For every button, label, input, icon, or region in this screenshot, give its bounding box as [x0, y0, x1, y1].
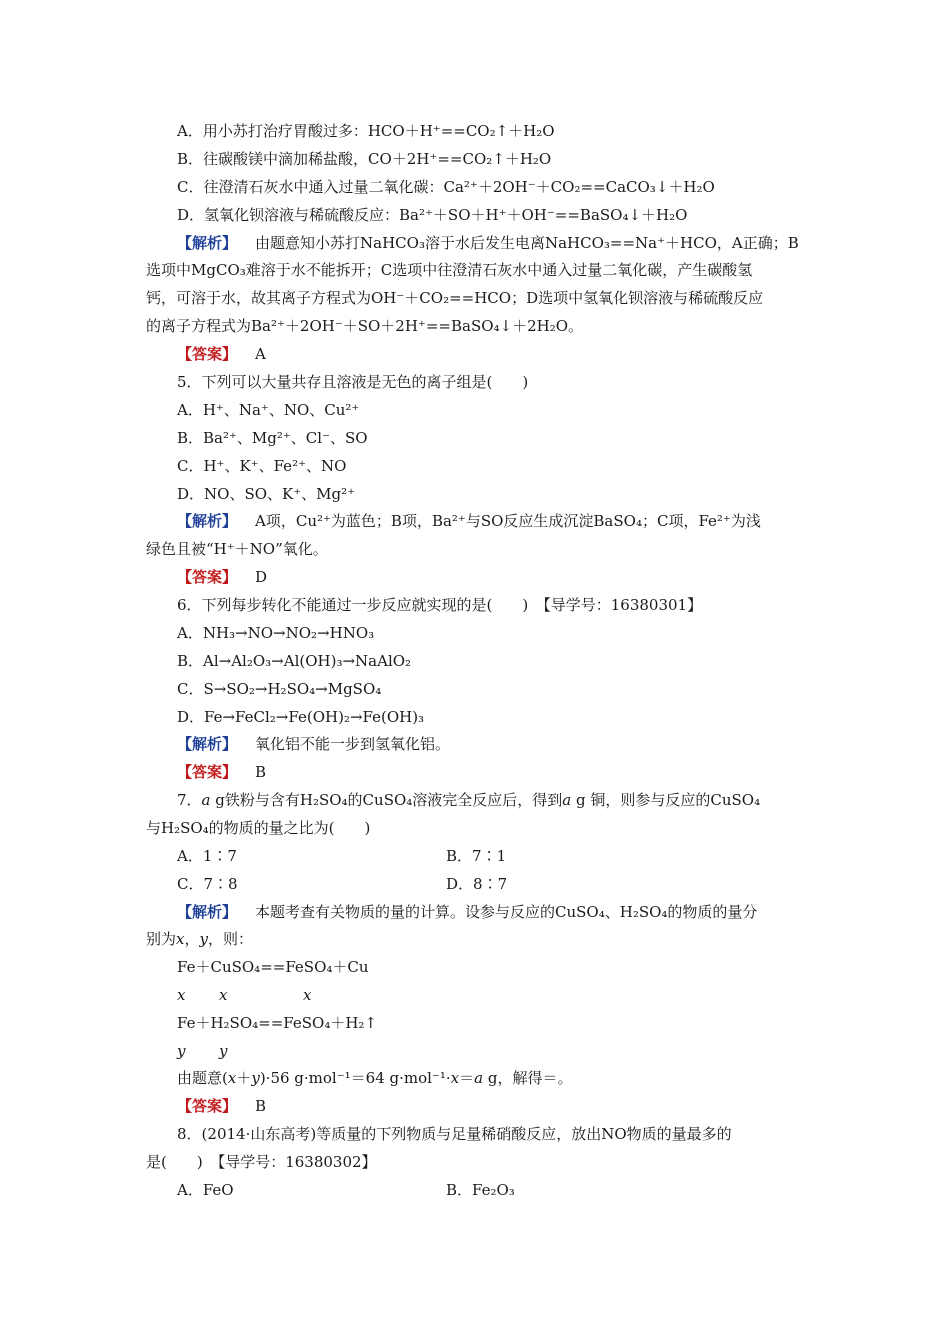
- result-text: )·56 g·mol⁻¹＝64 g·mol⁻¹·: [259, 1069, 451, 1087]
- q7-answer: [177, 1096, 266, 1116]
- q5-analysis-line-2: 绿色且被“H⁺＋NO”氧化。: [146, 540, 328, 558]
- stem-text: g铁粉与含有H₂SO₄的CuSO₄溶液完全反应后，得到: [210, 791, 563, 809]
- var-x: x: [227, 1069, 237, 1087]
- q4-option-a: A．用小苏打治疗胃酸过多：HCO＋H⁺==CO₂↑＋H₂O: [177, 122, 555, 140]
- analysis-text: ，: [184, 930, 200, 948]
- answer-value: A: [255, 345, 266, 363]
- q4-analysis-line-1: [177, 233, 799, 253]
- q5-option-d: D．NO、SO、K⁺、Mg²⁺: [177, 485, 356, 503]
- q4-option-d: D．氢氧化钡溶液与稀硫酸反应：Ba²⁺＋SO＋H⁺＋OH⁻==BaSO₄↓＋H₂O: [177, 206, 688, 224]
- answer-value: B: [255, 1097, 267, 1115]
- q8-option-b: B．Fe₂O₃: [446, 1181, 515, 1199]
- q7-analysis-line-2: [146, 929, 253, 949]
- q7-equation-1: Fe＋CuSO₄==FeSO₄＋Cu: [177, 958, 369, 976]
- result-text: ＝: [459, 1069, 475, 1087]
- answer-value: B: [255, 763, 267, 781]
- answer-value: D: [255, 568, 268, 586]
- q8-stem-line-2: 是( ) 【导学号：16380302】: [146, 1153, 377, 1171]
- q6-option-c: C．S→SO₂→H₂SO₄→MgSO₄: [177, 680, 382, 698]
- q7-stem-line-1: [177, 790, 760, 810]
- q7-equation-1-var: x: [303, 986, 312, 1004]
- analysis-tag: 【解析】: [177, 512, 238, 530]
- q7-result: [177, 1068, 572, 1088]
- var-a: a: [201, 791, 211, 809]
- q4-analysis-line-4: 的离子方程式为Ba²⁺＋2OH⁻＋SO＋2H⁺==BaSO₄↓＋2H₂O。: [146, 317, 584, 335]
- answer-tag: 【答案】: [177, 568, 238, 586]
- q7-equation-1-var: x: [177, 986, 186, 1004]
- analysis-tag: 【解析】: [177, 234, 238, 252]
- stem-text: g 铜，则参与反应的CuSO₄: [571, 791, 761, 809]
- answer-tag: 【答案】: [177, 345, 238, 363]
- var-x: x: [176, 930, 185, 948]
- q4-analysis-line-2: 选项中MgCO₃难溶于水不能拆开；C选项中往澄清石灰水中通入过量二氧化碳，产生碳酸氢: [146, 261, 753, 279]
- q7-option-a: A．1∶7: [177, 847, 237, 865]
- q5-answer: [177, 567, 267, 587]
- q6-option-d: D．Fe→FeCl₂→Fe(OH)₂→Fe(OH)₃: [177, 708, 425, 726]
- q4-option-b: B．往碳酸镁中滴加稀盐酸，CO＋2H⁺==CO₂↑＋H₂O: [177, 150, 552, 168]
- q7-stem-line-2: 与H₂SO₄的物质的量之比为( ): [146, 819, 371, 837]
- result-text: ＋: [236, 1069, 252, 1087]
- q7-analysis-line-1: [177, 902, 757, 922]
- analysis-text: ，则：: [207, 930, 253, 948]
- q6-stem: 6．下列每步转化不能通过一步反应就实现的是( ) 【导学号：16380301】: [177, 596, 703, 614]
- q6-analysis-line-1: [177, 734, 450, 754]
- q5-option-a: A．H⁺、Na⁺、NO、Cu²⁺: [177, 401, 360, 419]
- var-y: y: [199, 930, 208, 948]
- q5-stem: 5．下列可以大量共存且溶液是无色的离子组是( ): [177, 373, 529, 391]
- analysis-text: A项，Cu²⁺为蓝色；B项，Ba²⁺与SO反应生成沉淀BaSO₄；C项，Fe²⁺为浅: [255, 512, 761, 530]
- q7-equation-2-var: y: [177, 1042, 186, 1060]
- var-a: a: [562, 791, 572, 809]
- q4-answer: [177, 344, 266, 364]
- q6-option-a: A．NH₃→NO→NO₂→HNO₃: [177, 624, 375, 642]
- analysis-tag: 【解析】: [177, 735, 238, 753]
- analysis-text: 由题意知小苏打NaHCO₃溶于水后发生电离NaHCO₃==Na⁺＋HCO，A正确；B: [255, 234, 799, 252]
- q6-option-b: B．Al→Al₂O₃→Al(OH)₃→NaAlO₂: [177, 652, 412, 670]
- var-y: y: [251, 1069, 260, 1087]
- result-text: 由题意(: [177, 1069, 228, 1087]
- q5-option-b: B．Ba²⁺、Mg²⁺、Cl⁻、SO: [177, 429, 368, 447]
- q7-option-c: C．7∶8: [177, 875, 238, 893]
- result-text: g，解得＝。: [483, 1069, 573, 1087]
- q7-option-d: D．8∶7: [446, 875, 508, 893]
- analysis-text: 氧化铝不能一步到氢氧化铝。: [255, 735, 451, 753]
- q7-equation-2: Fe＋H₂SO₄==FeSO₄＋H₂↑: [177, 1014, 377, 1032]
- q7-equation-2-var: y: [219, 1042, 228, 1060]
- analysis-tag: 【解析】: [177, 903, 238, 921]
- q5-analysis-line-1: [177, 511, 761, 531]
- var-a: a: [474, 1069, 484, 1087]
- q7-equation-1-var: x: [219, 986, 228, 1004]
- answer-tag: 【答案】: [177, 763, 238, 781]
- q5-option-c: C．H⁺、K⁺、Fe²⁺、NO: [177, 457, 347, 475]
- q7-number: 7．: [177, 791, 202, 809]
- q8-stem-line-1: 8．(2014·山东高考)等质量的下列物质与足量稀硝酸反应，放出NO物质的量最多的: [177, 1125, 732, 1143]
- analysis-text: 别为: [146, 930, 177, 948]
- q8-option-a: A．FeO: [177, 1181, 234, 1199]
- analysis-text: 本题考查有关物质的量的计算。设参与反应的CuSO₄、H₂SO₄的物质的量分: [255, 903, 758, 921]
- answer-tag: 【答案】: [177, 1097, 238, 1115]
- q6-answer: [177, 762, 266, 782]
- q7-option-b: B．7∶1: [446, 847, 507, 865]
- var-x: x: [450, 1069, 460, 1087]
- q4-analysis-line-3: 钙，可溶于水，故其离子方程式为OH⁻＋CO₂==HCO；D选项中氢氧化钡溶液与稀硫酸反应: [146, 289, 764, 307]
- q4-option-c: C．往澄清石灰水中通入过量二氧化碳：Ca²⁺＋2OH⁻＋CO₂==CaCO₃↓＋H₂O: [177, 178, 715, 196]
